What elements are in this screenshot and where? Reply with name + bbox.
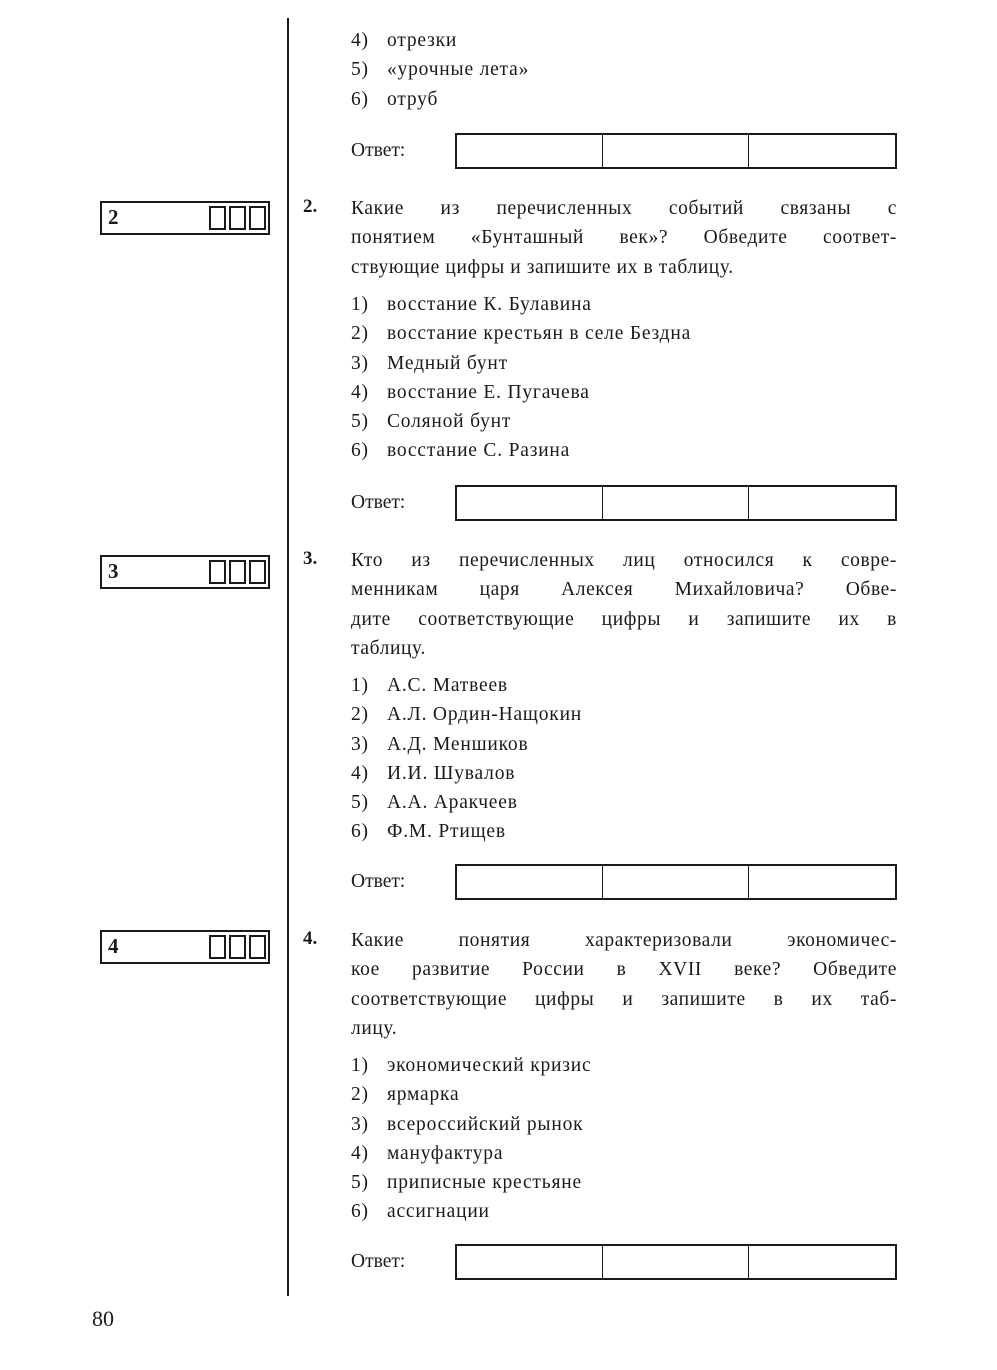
option-item: 5) приписные крестьяне	[351, 1172, 582, 1194]
option-item: 3) Медный бунт	[351, 352, 508, 374]
option-item: 4) мануфактура	[351, 1142, 504, 1164]
answer-cell[interactable]	[749, 866, 895, 898]
answer-table	[455, 133, 897, 169]
answer-cell[interactable]	[457, 1246, 603, 1278]
options-list	[351, 290, 691, 466]
option-item: 4) отрезки	[351, 30, 458, 51]
option-item: 5) Соляной бунт	[351, 411, 512, 433]
question-text: Кто из перечисленных лиц относился к совре- менникам царя Алексея Михайловича? Обве- дите соответствующие цифры и запишите их в таблицу.	[351, 550, 897, 659]
answer-row-q1	[351, 133, 897, 169]
answer-cell[interactable]	[457, 487, 603, 519]
answer-label: Ответ:	[351, 1251, 406, 1272]
option-item: 1) А.С. Матвеев	[351, 675, 508, 696]
options-list	[351, 1051, 591, 1227]
answer-table	[455, 864, 897, 900]
page-number: 80	[92, 1306, 114, 1331]
margin-divider-line	[287, 18, 289, 1296]
margin-answer-box-q3	[100, 555, 270, 589]
option-item: 6) восстание С. Разина	[351, 440, 571, 462]
question-number: 4.	[303, 928, 318, 949]
margin-cell[interactable]	[209, 935, 226, 959]
answer-label: Ответ:	[351, 492, 406, 513]
margin-answer-box-q2	[100, 201, 270, 235]
margin-cell[interactable]	[249, 935, 266, 959]
margin-cell[interactable]	[229, 560, 246, 584]
answer-label: Ответ:	[351, 140, 406, 161]
question-number: 2.	[303, 196, 318, 217]
option-item: 3) всероссийский рынок	[351, 1113, 584, 1135]
option-item: 6) Ф.М. Ртищев	[351, 821, 506, 843]
option-item: 3) А.Д. Меншиков	[351, 733, 529, 755]
margin-cell[interactable]	[249, 206, 266, 230]
option-item: 4) восстание Е. Пугачева	[351, 381, 590, 403]
answer-table	[455, 1244, 897, 1280]
continued-options-list	[351, 26, 529, 114]
answer-cell[interactable]	[457, 135, 603, 167]
margin-cell[interactable]	[229, 206, 246, 230]
answer-cell[interactable]	[603, 487, 749, 519]
margin-cell[interactable]	[209, 206, 226, 230]
answer-cell[interactable]	[603, 135, 749, 167]
answer-cell[interactable]	[603, 866, 749, 898]
option-item: 2) восстание крестьян в селе Бездна	[351, 323, 692, 345]
option-item: 1) экономический кризис	[351, 1055, 592, 1076]
margin-question-number: 4	[108, 934, 119, 958]
margin-cell[interactable]	[229, 935, 246, 959]
answer-row-q2	[351, 485, 897, 521]
answer-cell[interactable]	[749, 1246, 895, 1278]
option-item: 4) И.И. Шувалов	[351, 762, 516, 784]
answer-cell[interactable]	[457, 866, 603, 898]
option-item: 5) А.А. Аракчеев	[351, 792, 518, 814]
option-item: 5) «урочные лета»	[351, 59, 530, 81]
answer-row-q4	[351, 1244, 897, 1280]
options-list	[351, 671, 582, 847]
answer-cell[interactable]	[749, 135, 895, 167]
option-item: 6) отруб	[351, 88, 439, 110]
option-item: 2) ярмарка	[351, 1084, 460, 1106]
option-item: 6) ассигнации	[351, 1201, 490, 1223]
question-text: Какие из перечисленных событий связаны с понятием «Бунташный век»? Обведите соответ- ствующие цифры и запишите их в таблицу.	[351, 198, 897, 278]
margin-answer-box-q4	[100, 930, 270, 964]
answer-label: Ответ:	[351, 871, 406, 892]
margin-question-number: 3	[108, 559, 119, 583]
option-item: 2) А.Л. Ордин-Нащокин	[351, 704, 583, 726]
answer-row-q3	[351, 864, 897, 900]
margin-cell[interactable]	[209, 560, 226, 584]
answer-table	[455, 485, 897, 521]
answer-cell[interactable]	[603, 1246, 749, 1278]
margin-cell[interactable]	[249, 560, 266, 584]
option-item: 1) восстание К. Булавина	[351, 294, 592, 315]
answer-cell[interactable]	[749, 487, 895, 519]
question-text: Какие понятия характеризовали экономичес- кое развитие России в XVII веке? Обведите соответствующие цифры и запишите в их таб- лицу.	[351, 930, 897, 1039]
question-number: 3.	[303, 548, 318, 569]
margin-question-number: 2	[108, 205, 119, 229]
